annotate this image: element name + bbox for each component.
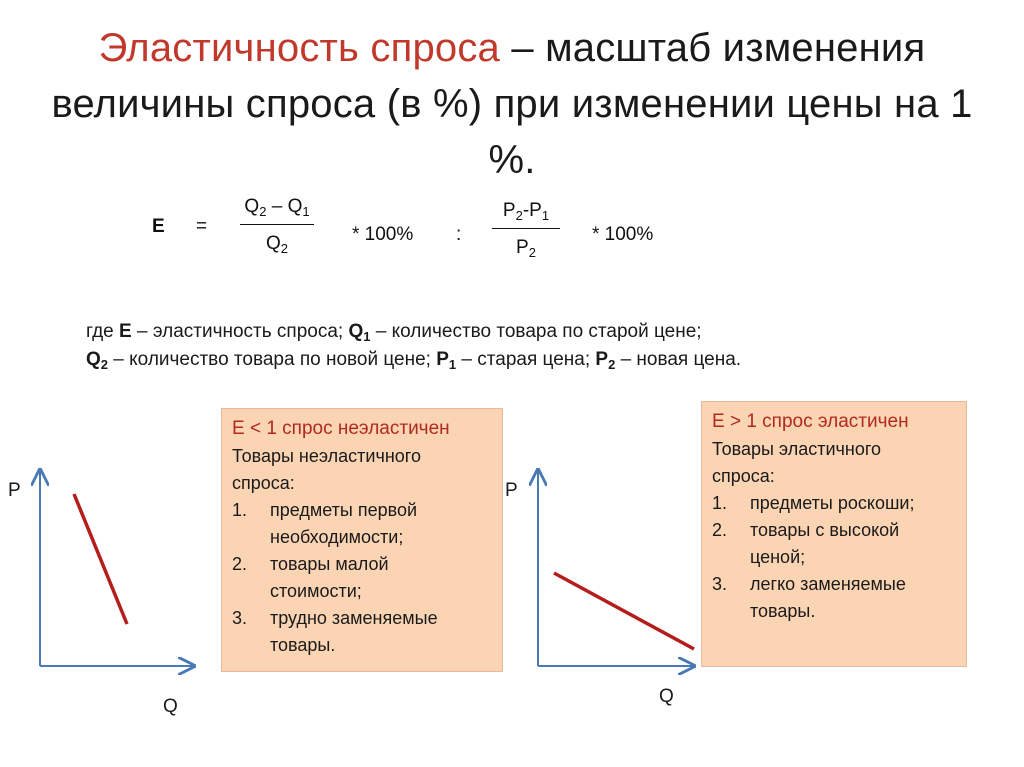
variable-symbol: P xyxy=(595,349,609,370)
variable-symbol: P xyxy=(436,349,449,370)
formula-lhs: E xyxy=(152,216,165,237)
variable-subscript: 1 xyxy=(448,357,457,372)
list-item: 2. товары с высокой ценой; xyxy=(712,520,900,567)
formula-multiplier-1: * 100% xyxy=(352,224,414,245)
variable-subscript: 2 xyxy=(100,357,109,372)
list-item: 1. предметы первой необходимости; xyxy=(232,500,418,547)
legend-text: – количество товара по новой цене; xyxy=(108,349,437,370)
right-graph-price-label: P xyxy=(505,480,518,501)
elastic-heading: Е > 1 спрос эластичен xyxy=(712,411,909,432)
list-item: 3. легко заменяемые товары. xyxy=(712,574,906,621)
right-demand-curve-elastic xyxy=(554,573,694,649)
legend-text: где xyxy=(86,321,120,342)
inelastic-demand-box xyxy=(221,408,503,672)
variable-symbol: E xyxy=(119,321,132,342)
variable-symbol: Q xyxy=(348,321,364,342)
list-item: 3. трудно заменяемые товары. xyxy=(232,608,438,655)
fraction-quantity-numerator: $Q_2 - Q_1$ xyxy=(240,196,314,225)
title-rest: – масштаб изменения величины спроса (в %) при изменении цены на 1 %. xyxy=(51,26,973,182)
inelastic-goods-list xyxy=(232,497,492,659)
inelastic-heading: Е < 1 спрос неэластичен xyxy=(232,418,450,439)
formula-divide: : xyxy=(456,224,462,245)
title-highlight: Эластичность спроса xyxy=(98,26,500,70)
elastic-demand-box xyxy=(701,401,967,667)
legend-text: – количество товара по старой цене; xyxy=(370,321,702,342)
right-graph-quantity-label: Q xyxy=(659,686,674,707)
elastic-goods-list xyxy=(712,490,956,625)
variable-subscript: 1 xyxy=(363,329,371,344)
inelastic-intro-line-1: Товары неэластичного xyxy=(232,446,421,466)
variable-symbol: Q xyxy=(86,349,101,370)
elastic-intro-line-2: спроса: xyxy=(712,466,775,486)
fraction-quantity-denominator: $Q_2$ xyxy=(265,233,288,256)
legend-text: – старая цена; xyxy=(456,349,596,370)
formula-multiplier-2: * 100% xyxy=(592,224,654,245)
left-demand-curve-inelastic xyxy=(74,494,127,624)
inelastic-intro-line-2: спроса: xyxy=(232,473,295,493)
elastic-intro-line-1: Товары эластичного xyxy=(712,439,882,459)
fraction-price-denominator: $P_2$ xyxy=(516,237,536,260)
legend-text: – новая цена. xyxy=(615,349,742,370)
variable-subscript: 2 xyxy=(608,357,616,372)
left-graph-quantity-label: Q xyxy=(163,696,178,717)
formula-equals: = xyxy=(196,216,208,237)
fraction-price-numerator: $P_2-P_1$ xyxy=(492,200,560,229)
list-item: 1. предметы роскоши; xyxy=(712,493,915,513)
legend-text: – эластичность спроса; xyxy=(131,321,349,342)
list-item: 2. товары малой стоимости; xyxy=(232,554,389,601)
left-graph-price-label: P xyxy=(8,480,21,501)
